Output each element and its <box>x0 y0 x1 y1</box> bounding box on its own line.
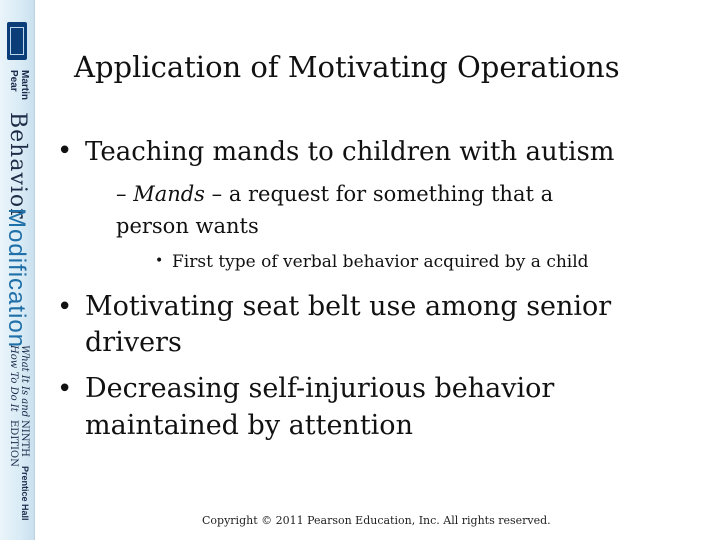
bullet-glyph: • <box>155 253 164 269</box>
sub-bullet-continuation: person wants <box>116 214 259 238</box>
spine-author: Martin Pear <box>8 70 30 100</box>
book-spine <box>0 0 35 540</box>
spine-subtitle: What It Is and How To Do It <box>8 345 30 418</box>
sub-bullet-item: – Mands – a request for something that a <box>116 182 554 206</box>
spine-publisher: Prentice Hall <box>20 466 30 521</box>
spine-title-modification: Modification <box>3 208 30 349</box>
bullet-item-continuation: maintained by attention <box>85 410 413 441</box>
third-level-item: First type of verbal behavior acquired by a child <box>172 252 589 272</box>
copyright-footer: Copyright © 2011 Pearson Education, Inc. All rights reserved. <box>202 514 551 527</box>
bullet-item-continuation: drivers <box>85 327 182 358</box>
bullet-item: Teaching mands to children with autism <box>85 137 615 167</box>
bullet-glyph: • <box>57 136 73 166</box>
bullet-item: Motivating seat belt use among senior <box>85 291 612 322</box>
spine-edition: NINTH EDITION <box>8 420 30 467</box>
bullet-glyph: • <box>57 292 73 322</box>
bullet-glyph: • <box>57 374 73 404</box>
publisher-logo-icon <box>7 22 27 60</box>
bullet-item: Decreasing self-injurious behavior <box>85 373 555 404</box>
slide-title: Application of Motivating Operations <box>74 50 620 84</box>
spine-title-behavior: Behavior <box>5 112 30 220</box>
